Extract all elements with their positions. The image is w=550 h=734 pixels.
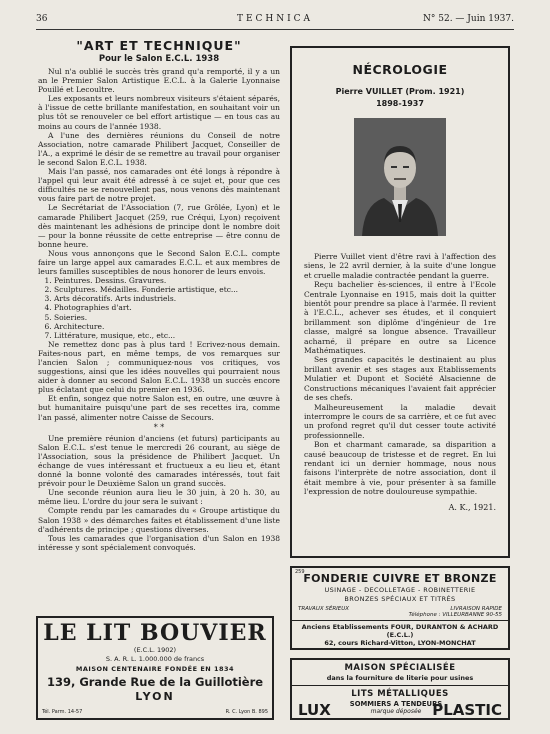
ad-divider <box>292 685 508 686</box>
article-paragraph: Une première réunion d'anciens (et futurs) participants au Salon E.C.L. s'est tenue le mercredi 26 courant, au siège de l'Association, sous la présidence de Philibert Jacquet. Un échange de vues intéressant et fructueux a eu lieu et, étant donné la bonne volonté des camarades intéressés, tout fait prévoir pour le Deuxième Salon un grand succès. <box>38 433 280 489</box>
article-paragraph: Une seconde réunion aura lieu le 30 juin, à 20 h. 30, au même lieu. L'ordre du jour sera le suivant : <box>38 488 280 507</box>
necrology-paragraph: Pierre Vuillet vient d'être ravi à l'affection des siens, le 22 avril dernier, à la suite d'une longue et cruelle maladie contractée pendant la guerre. <box>304 252 496 280</box>
ad-trademark: marque déposée <box>370 708 422 715</box>
ad-address: 139, Grande Rue de la Guillotière <box>46 675 264 689</box>
ad-phone: Tél. Parm. 14-57 <box>42 709 83 715</box>
necrology-paragraph: Bon et charmant camarade, sa disparition a causé beaucoup de tristesse et de regret. En lui rendant ici un dernier hommage, nous nous faisons l'interprète de notre association, dont il était membre à vie, pour présenter à sa famille l'expression de notre douloureuse sympathie. <box>304 440 496 497</box>
ad-line: LITS MÉTALLIQUES <box>351 689 449 699</box>
article-subtitle: Pour le Salon E.C.L. 1938 <box>98 54 220 64</box>
ad-divider <box>292 620 508 621</box>
header-rule <box>36 29 514 30</box>
necrology-paragraph: Reçu bachelier ès-sciences, il entre à l'Ecole Centrale Lyonnaise en 1915, mais doit la quitter bientôt pour prendre sa place à l'armée. Il revient à l'E.C.L., achever ses études, et il conquiert brillamment son diplôme d'ingénieur de 1re classe, malgré sa longue absence. Travailleur acharné, il prépare en outre sa Licence Mathématiques. <box>304 280 496 356</box>
list-item: 1. Peintures. Dessins. Gravures. <box>54 276 280 285</box>
ad-line: dans la fourniture de literie pour usines <box>326 674 474 682</box>
necrology-signature: A. K., 1921. <box>448 502 496 512</box>
lit-bouvier-advertisement <box>36 616 274 720</box>
article-paragraph: Nous vous annonçons que le Second Salon E.C.L. compte faire un large appel aux camarades E.C.L. et aux membres de leurs familles susceptibles de nous honorer de leurs envois. <box>38 248 280 277</box>
article-paragraph: Mais l'an passé, nos camarades ont été longs à répondre à l'appel qui leur avait été adressé à ce sujet et, pour que ces difficultés ne se renouvellent pas, nous venons dès maintenant vous faire part de notre projet. <box>38 167 280 204</box>
article-paragraph: A l'une des dernières réunions du Conseil de notre Association, notre camarade Philibert Jacquet, Conseiller de l'A., a exprimé le désir de se remettre au travail pour organiser le second Salon E.C.L. 1938. <box>38 130 280 167</box>
ad-city: LYON <box>135 690 175 703</box>
ad-brand-lux: LUX <box>298 701 331 719</box>
article-paragraph: Ne remettez donc pas à plus tard ! Ecrivez-nous demain. Faites-nous part, en même temps, de vos remarques sur l'ancien Salon ; communiquez-nous vos critiques, vos suggestions, ainsi que les idées nouvelles qui pourraient nous aider à donner au second Salon E.C.L. 1938 un succès encore plus éclatant que celui du premier en 1936. <box>38 339 280 395</box>
ad-address: 62, cours Richard-Vitton, LYON-MONCHAT <box>324 639 476 647</box>
article-paragraph: Tous les camarades que l'organisation d'un Salon en 1938 intéresse y sont spécialement convoqués. <box>38 533 280 552</box>
necrology-heading: NÉCROLOGIE <box>352 62 448 77</box>
ad-tagline-left: TRAVAUX SÉRIEUX <box>298 606 350 612</box>
article-paragraph: Et enfin, songez que notre Salon est, en outre, une œuvre à but humanitaire puisqu'une part de ses recettes ira, comme l'an passé, alimenter notre Caisse de Secours. <box>38 394 280 422</box>
ad-phone: Téléphone : VILLEURBANNE 90-55 <box>408 612 502 618</box>
article-title: "ART ET TECHNIQUE" <box>76 38 242 53</box>
category-list <box>38 276 280 340</box>
art-technique-article <box>38 36 280 608</box>
article-paragraph: Le Secrétariat de l'Association (7, rue Grôlée, Lyon) et le camarade Philibert Jacquet (259, rue Créqui, Lyon) reçoivent dès maintenant les adhésions de principe dont le nombre doit — pour la bonne réussite de cette entreprise — être connu de bonne heure. <box>38 203 280 249</box>
fonderie-advertisement <box>290 566 510 650</box>
ad-tagline-right: LIVRAISON RAPIDE <box>450 606 502 612</box>
list-item: 5. Soieries. <box>54 313 280 322</box>
article-paragraph: Nul n'a oublié le succès très grand qu'a remporté, il y a un an le Premier Salon Artistique E.C.L. à la Galerie Lyonnaise Pouillé et Lecoultre. <box>38 67 280 95</box>
article-paragraph: Compte rendu par les camarades du « Groupe artistique du Salon 1938 » des démarches faites et établissement d'une liste d'adhérents de principe ; questions diverses. <box>38 506 280 534</box>
necrology-paragraph: Malheureusement la maladie devait interrompre le cours de sa carrière, et ce fut avec un profond regret qu'il dut cesser toute activité professionnelle. <box>304 402 496 440</box>
list-item: 6. Architecture. <box>54 322 280 331</box>
ad-headline: FONDERIE CUIVRE ET BRONZE <box>303 572 497 585</box>
article-paragraph: Les exposants et leurs nombreux visiteurs s'étaient séparés, à l'issue de cette brillante manifestation, en souhaitant voir un plus tôt se renouveler ce bel effort artistique — en tous cas au moins au cours de l'année 1938. <box>38 94 280 131</box>
ad-services: USINAGE - DECOLLETAGE - ROBINETTERIE <box>324 586 476 594</box>
ad-registry: R. C. Lyon B. 895 <box>225 709 268 715</box>
section-separator: * * <box>153 422 165 432</box>
deceased-years: 1898-1937 <box>376 99 424 108</box>
list-item: 2. Sculptures. Médailles. Fonderie artistique, etc... <box>54 285 280 294</box>
ad-headline: MAISON SPÉCIALISÉE <box>344 663 456 673</box>
ad-line: MAISON CENTENAIRE FONDÉE EN 1834 <box>75 665 235 673</box>
ad-products: BRONZES SPÉCIAUX ET TITRÉS <box>344 595 456 603</box>
ad-line: (E.C.L. 1902) <box>133 646 177 654</box>
necrology-paragraph: Ses grandes capacités le destinaient au plus brillant avenir et ses stages aux Etablissements Mulatier et Dupont et Société Alsacienne de Constructions mécaniques l'avaient fait apprécier de ses chefs. <box>304 355 496 403</box>
ad-line: SOMMIERS A TENDEURS <box>349 700 443 708</box>
list-item: 7. Littérature, musique, etc., etc... <box>54 331 280 340</box>
necrology-box <box>290 46 510 558</box>
deceased-name: Pierre VUILLET (Prom. 1921) <box>335 87 465 96</box>
running-header <box>0 14 550 28</box>
ad-company: Anciens Etablissements FOUR, DURANTON & ACHARD (E.C.L.) <box>301 623 499 639</box>
ad-line: S. A. R. L. 1.000.000 de francs <box>105 655 205 663</box>
portrait-photo <box>354 118 446 236</box>
ad-logo: LE LIT BOUVIER <box>43 620 267 646</box>
journal-name: TECHNICA <box>236 14 314 24</box>
portrait-illustration <box>354 118 446 236</box>
maison-specialisee-advertisement <box>290 658 510 720</box>
page-number: 36 <box>36 14 48 24</box>
ad-number: 259 <box>295 569 305 575</box>
list-item: 3. Arts décoratifs. Arts industriels. <box>54 294 280 303</box>
list-item: 4. Photographies d'art. <box>54 303 280 312</box>
ad-brand-plastic: PLASTIC <box>432 701 502 719</box>
issue-date: N° 52. — Juin 1937. <box>423 14 514 24</box>
